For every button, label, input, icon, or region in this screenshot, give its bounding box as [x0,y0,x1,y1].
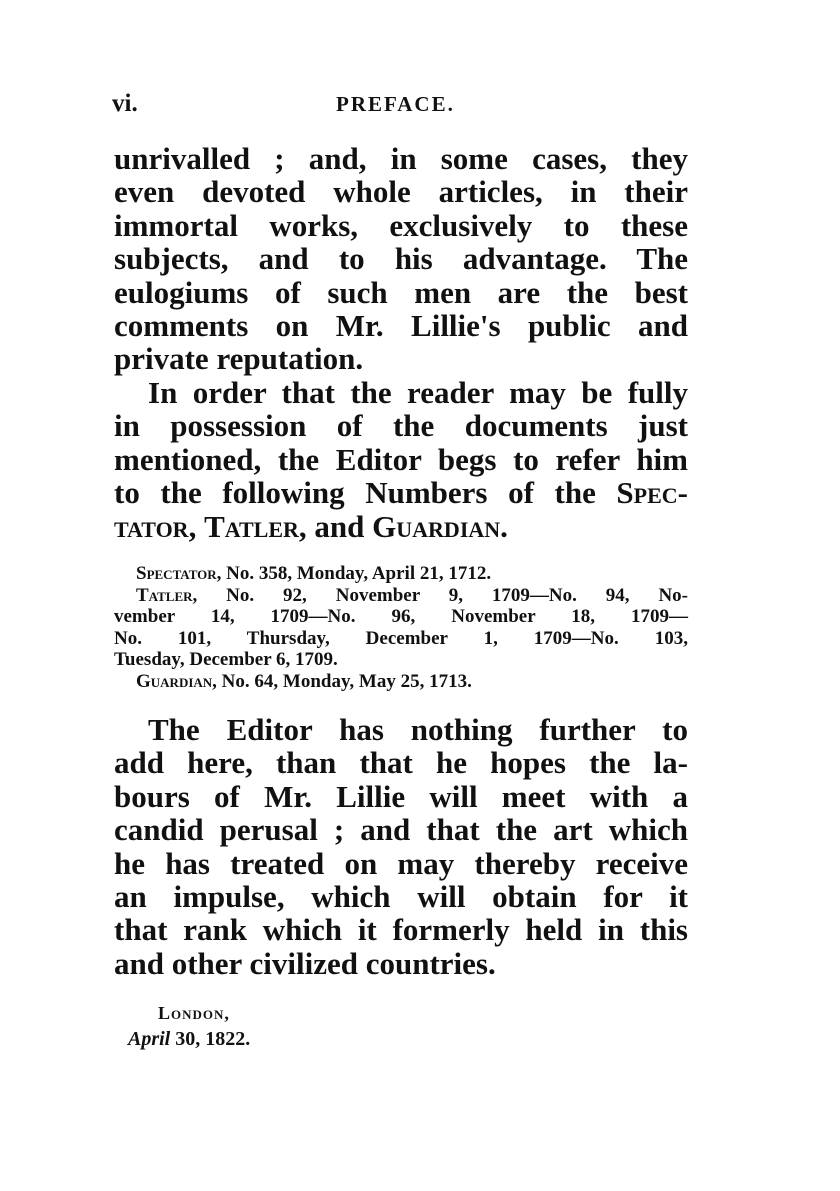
text-line [114,510,688,543]
publication-name: Tatler [136,584,193,606]
reference-line: Tuesday, December 6, 1709. [114,649,338,671]
text-line: an impulse, which will obtain for it [114,878,688,914]
text-line: bours of Mr. Lillie will meet with a [114,778,688,814]
text-line: that rank which it formerly held in this [114,912,688,948]
small-caps-word: Spec- [616,475,688,511]
signature-place: London, [158,1003,230,1023]
running-head [112,90,692,120]
reference-text: , No. 358, Monday, April 21, 1712. [216,563,492,584]
small-caps-word: tator [114,508,189,544]
reference-list [114,563,688,693]
text-line: unrivalled ; and, in some cases, they [114,141,688,176]
publication-name: Spectator [136,563,217,584]
text-line: and other civilized countries. [114,945,496,981]
text-line [114,476,688,509]
signature-block [128,1000,428,1052]
reference-text: , No. 92, November 9, 1709—No. 94, No- [192,584,688,606]
paragraph-3 [114,713,688,980]
text-line: immortal works, exclusively to these [114,207,688,243]
small-caps-word: Tatler [204,508,299,544]
reference-line: No. 101, Thursday, December 1, 1709—No. 103, [114,627,688,649]
publication-name: Guardian [136,670,213,692]
small-caps-word: Guardian [372,508,501,544]
text-line: add here, than that he hopes the la- [114,745,688,781]
reference-tatler [114,585,688,607]
paragraph-2 [114,376,688,543]
page-number: vi. [112,90,138,117]
text-line: In order that the reader may be fully [148,375,688,410]
text-fragment: to the following Numbers of the [114,475,617,511]
text-fragment: . [500,508,508,544]
text-line: mentioned, the Editor begs to refer him [114,441,688,477]
reference-guardian [114,671,688,693]
reference-text: , No. 64, Monday, May 25, 1713. [212,670,472,692]
text-line: comments on Mr. Lillie's public and [114,307,688,343]
text-line: in possession of the documents just [114,408,688,444]
text-line: even devoted whole articles, in their [114,174,688,210]
text-fragment: , [188,508,205,544]
text-line: The Editor has nothing further to [148,712,688,747]
text-line: eulogiums of such men are the best [114,274,688,310]
signature-month: April [128,1028,171,1050]
text-line: he has treated on may thereby receive [114,845,688,881]
reference-spectator [114,563,688,585]
running-title: PREFACE. [336,92,455,116]
text-fragment: , and [298,508,373,544]
signature-date [128,1026,428,1052]
reference-line: vember 14, 1709—No. 96, November 18, 1709— [114,606,688,628]
paragraph-1 [114,142,688,376]
signature-date-rest: 30, 1822. [170,1028,251,1050]
text-line: candid perusal ; and that the art which [114,812,688,848]
text-line: subjects, and to his advantage. The [114,241,688,277]
text-line: private reputation. [114,341,364,377]
